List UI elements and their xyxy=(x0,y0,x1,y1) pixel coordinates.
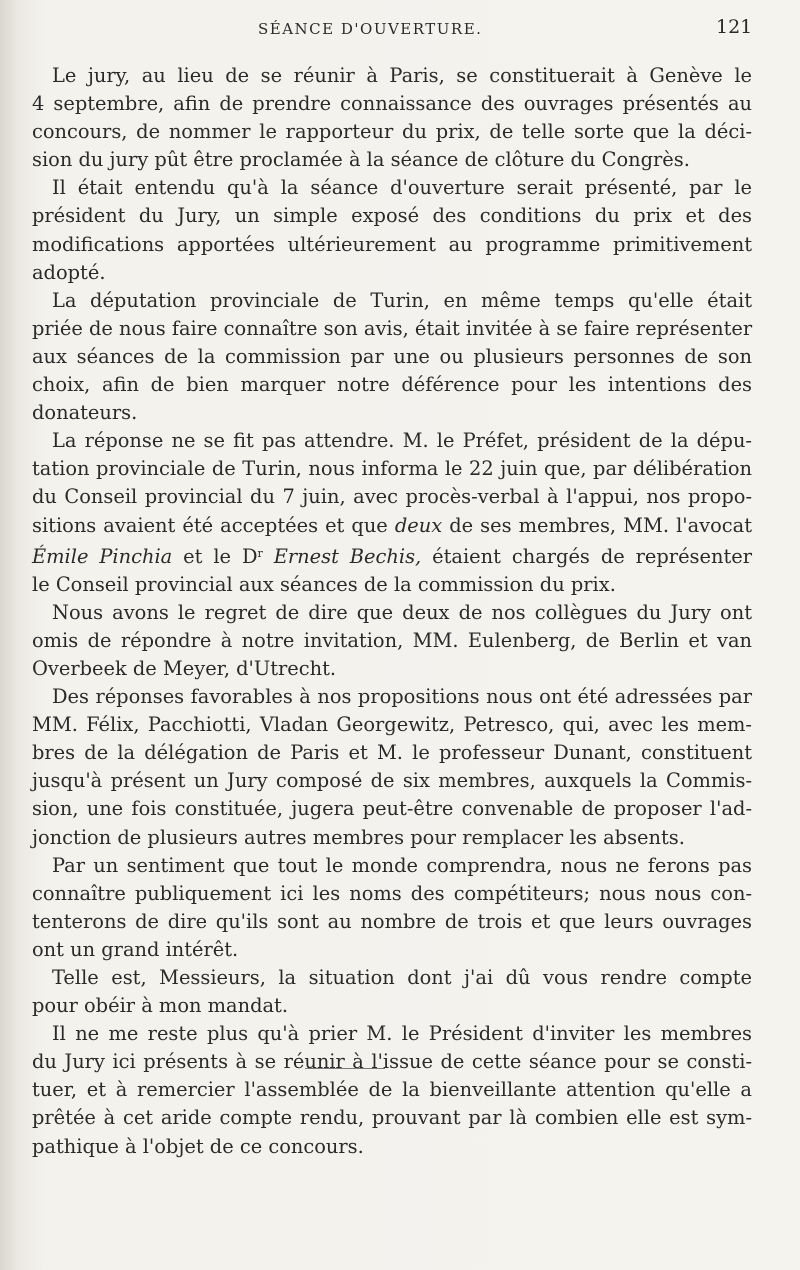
text-line: Nous avons le regret de dire que deux de nos collègues du Jury ont xyxy=(52,600,752,624)
text-line: Overbeek de Meyer, d'Utrecht. xyxy=(32,656,337,680)
text-line: Il ne me reste plus qu'à prier M. le Président d'inviter les membres xyxy=(52,1022,752,1046)
text-line: omis de répondre à notre invitation, MM. Eulenberg, de Berlin et van xyxy=(32,628,752,652)
text-segment: et le xyxy=(183,544,232,568)
text-line: MM. Félix, Pacchiotti, Vladan Georgewitz, Petresco, qui, avec les mem- xyxy=(32,713,752,737)
text-segment: de ses membres, MM. l'avocat xyxy=(449,513,753,537)
text-line: bres de la délégation de Paris et M. le professeur Dunant, constituent xyxy=(32,741,752,765)
text-line: modifications apportées ultérieurement au programme primitivement xyxy=(32,232,752,256)
text-line xyxy=(32,512,752,540)
paragraph-2 xyxy=(32,174,752,286)
text-line: tation provinciale de Turin, nous informa le 22 juin que, par délibération xyxy=(32,457,752,481)
doctor-abbrev: D xyxy=(241,544,258,568)
text-line: jusqu'à présent un Jury composé de six membres, auxquels la Commis- xyxy=(32,769,752,793)
text-line: Des réponses favorables à nos propositions nous ont été adressées par xyxy=(52,685,752,709)
text-line: jonction de plusieurs autres membres pour remplacer les absents. xyxy=(32,825,685,849)
text-line: sion, une fois constituée, jugera peut-être convenable de proposer l'ad- xyxy=(32,797,752,821)
text-line: Il était entendu qu'à la séance d'ouverture serait présenté, par le xyxy=(52,176,752,200)
emphasis-emile-pinchia: Émile Pinchia xyxy=(32,544,173,568)
page-header xyxy=(0,14,800,44)
page-number: 121 xyxy=(716,16,753,38)
text-line: ont un grand intérêt. xyxy=(32,937,239,961)
paragraph-3 xyxy=(32,287,752,427)
paragraph-9 xyxy=(32,1020,752,1160)
text-line: donateurs. xyxy=(32,401,138,425)
text-segment: sitions avaient été acceptées et que xyxy=(32,513,388,537)
text-line: Telle est, Messieurs, la situation dont j'ai dû vous rendre compte xyxy=(52,966,752,989)
text-line: concours, de nommer le rapporteur du prix, de telle sorte que la déci- xyxy=(32,120,752,144)
running-head: SÉANCE D'OUVERTURE. xyxy=(258,20,483,38)
emphasis-deux: deux xyxy=(394,513,443,537)
paragraph-6 xyxy=(32,683,752,852)
text-line: le Conseil provincial aux séances de la commission du prix. xyxy=(32,572,616,596)
body-text xyxy=(32,62,752,1161)
text-line: tenterons de dire qu'ils sont au nombre de trois et que leurs ouvrages xyxy=(32,909,752,933)
text-line: du Jury ici présents à se réunir à l'issue de cette séance pour se consti- xyxy=(32,1050,752,1074)
text-line: aux séances de la commission par une ou plusieurs personnes de son xyxy=(32,344,752,368)
text-line: priée de nous faire connaître son avis, était invitée à se faire représenter xyxy=(32,316,753,340)
text-line: président du Jury, un simple exposé des conditions du prix et des xyxy=(32,204,752,228)
text-line: adopté. xyxy=(32,260,106,284)
paragraph-8 xyxy=(32,964,752,1020)
text-line: 4 septembre, afin de prendre connaissance des ouvrages présentés au xyxy=(32,92,752,116)
closing-rule xyxy=(305,1068,385,1069)
text-line: pour obéir à mon mandat. xyxy=(32,994,289,1018)
emphasis-ernest-bechis: Ernest Bechis, xyxy=(273,544,422,568)
paragraph-5 xyxy=(32,599,752,683)
text-line: Le jury, au lieu de se réunir à Paris, se constituerait à Genève le xyxy=(52,64,752,87)
doctor-abbrev-sup: r xyxy=(257,546,263,560)
text-line: sion du jury pût être proclamée à la séance de clôture du Congrès. xyxy=(32,148,690,172)
text-line: La réponse ne se fit pas attendre. M. le Préfet, président de la dépu- xyxy=(52,429,752,453)
text-line: choix, afin de bien marquer notre déférence pour les intentions des xyxy=(32,373,752,397)
text-line: pathique à l'objet de ce concours. xyxy=(32,1134,364,1158)
text-segment: étaient chargés de représenter xyxy=(432,544,752,568)
text-line: prêtée à cet aride compte rendu, prouvant par là combien elle est sym- xyxy=(32,1106,752,1130)
text-line xyxy=(32,540,752,571)
text-line: du Conseil provincial du 7 juin, avec procès-verbal à l'appui, nos propo- xyxy=(32,485,752,509)
text-line: tuer, et à remercier l'assemblée de la bienveillante attention qu'elle a xyxy=(32,1078,752,1102)
paragraph-7 xyxy=(32,852,752,964)
text-line: La députation provinciale de Turin, en même temps qu'elle était xyxy=(52,288,752,312)
paragraph-1 xyxy=(32,62,752,174)
text-line: Par un sentiment que tout le monde comprendra, nous ne ferons pas xyxy=(52,853,752,877)
text-line: connaître publiquement ici les noms des compétiteurs; nous nous con- xyxy=(32,881,752,905)
paragraph-4 xyxy=(32,427,752,599)
